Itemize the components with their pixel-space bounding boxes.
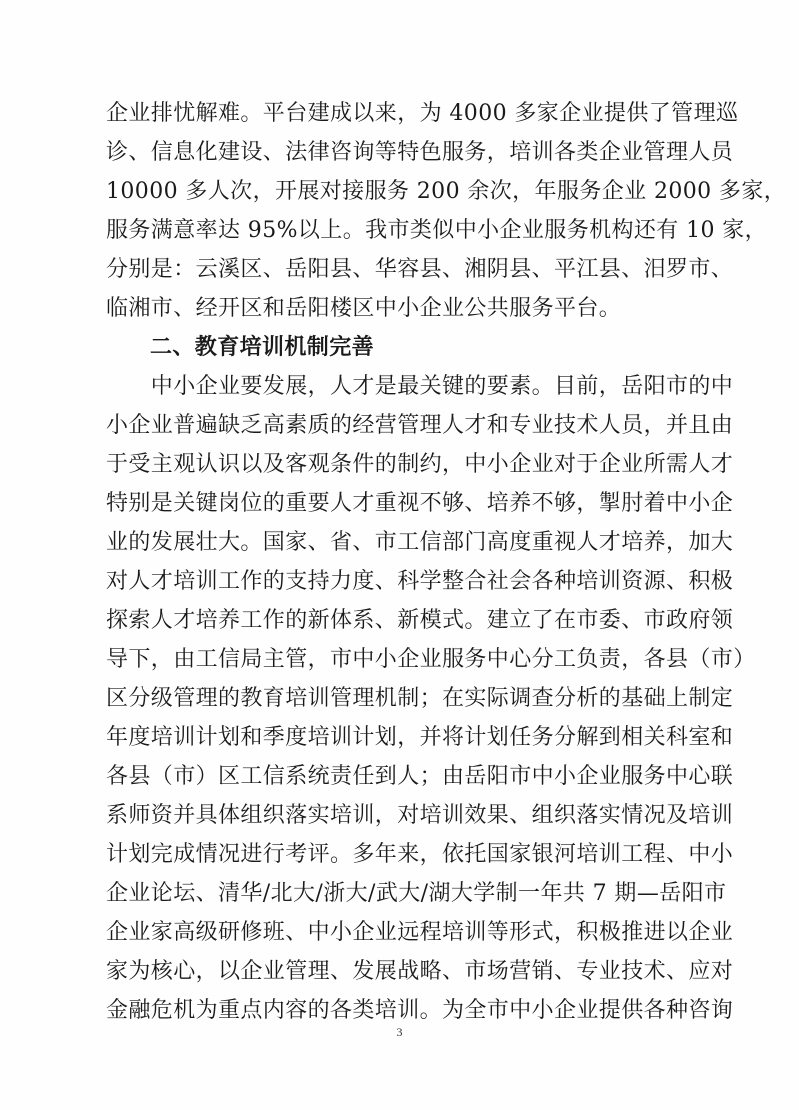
text-line: 临湘市、经开区和岳阳楼区中小企业公共服务平台。	[106, 296, 622, 321]
text-line: 10000 多人次，开展对接服务 200 余次，年服务企业 2000 多家，	[106, 179, 787, 204]
text-line: 导下，由工信局主管，市中小企业服务中心分工负责，各县（市）	[106, 647, 756, 672]
text-line: 区分级管理的教育培训管理机制；在实际调查分析的基础上制定	[106, 686, 734, 711]
text-line: 诊、信息化建设、法律咨询等特色服务，培训各类企业管理人员	[106, 140, 734, 165]
text-line: 业的发展壮大。国家、省、市工信部门高度重视人才培养，加大	[106, 530, 734, 555]
text-line: 企业论坛、清华/北大/浙大/武大/湖大学制一年共 7 期—岳阳市	[106, 881, 727, 906]
text-line: 小企业普遍缺乏高素质的经营管理人才和专业技术人员，并且由	[106, 413, 734, 438]
text-line: 企业家高级研修班、中小企业远程培训等形式，积极推进以企业	[106, 920, 734, 945]
text-line: 系师资并具体组织落实培训，对培训效果、组织落实情况及培训	[106, 803, 734, 828]
text-line: 企业排忧解难。平台建成以来，为 4000 多家企业提供了管理巡	[106, 101, 739, 126]
text-line: 分别是：云溪区、岳阳县、华容县、湘阴县、平江县、汨罗市、	[106, 257, 734, 282]
text-line: 特别是关键岗位的重要人才重视不够、培养不够，掣肘着中小企	[106, 491, 734, 516]
text-line: 探索人才培养工作的新体系、新模式。建立了在市委、市政府领	[106, 608, 734, 633]
paragraph-1	[106, 94, 787, 328]
text-line: 各县（市）区工信系统责任到人；由岳阳市中小企业服务中心联	[106, 764, 734, 789]
text-line: 金融危机为重点内容的各类培训。为全市中小企业提供各种咨询	[106, 998, 734, 1023]
text-line: 服务满意率达 95%以上。我市类似中小企业服务机构还有 10 家，	[106, 218, 768, 243]
section-heading: 二、教育培训机制完善	[150, 335, 375, 360]
text-line: 于受主观认识以及客观条件的制约，中小企业对于企业所需人才	[106, 452, 734, 477]
text-line: 中小企业要发展，人才是最关键的要素。目前，岳阳市的中	[106, 374, 734, 399]
page-number: 3	[396, 1025, 403, 1039]
page-body	[106, 94, 787, 1030]
text-line: 计划完成情况进行考评。多年来，依托国家银河培训工程、中小	[106, 842, 734, 867]
text-line: 年度培训计划和季度培训计划，并将计划任务分解到相关科室和	[106, 725, 734, 750]
text-line: 家为核心，以企业管理、发展战略、市场营销、专业技术、应对	[106, 959, 734, 984]
paragraph-2	[106, 367, 756, 1030]
text-line: 对人才培训工作的支持力度、科学整合社会各种培训资源、积极	[106, 569, 734, 594]
